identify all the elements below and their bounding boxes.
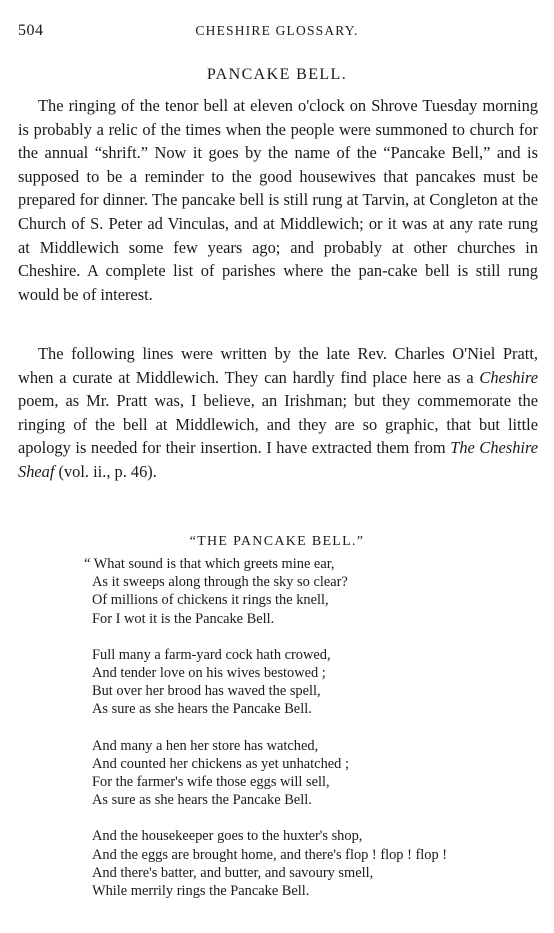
paragraph-2-part-3: (vol. ii., p. 46). <box>54 461 157 481</box>
poem-line: As it sweeps along through the sky so clear? <box>92 574 348 591</box>
poem-stanza-3 <box>92 737 532 810</box>
page-header <box>18 22 536 44</box>
poem-line: And many a hen her store has watched, <box>92 737 319 754</box>
poem-line: And there's batter, and butter, and savoury smell, <box>92 864 374 881</box>
poem-line: While merrily rings the Pancake Bell. <box>92 883 310 900</box>
poem <box>84 555 532 918</box>
poem-stanza-2 <box>92 646 532 719</box>
running-head: CHESHIRE GLOSSARY. <box>195 23 359 38</box>
paragraph-2 <box>18 342 538 484</box>
paragraph-1: The ringing of the tenor bell at eleven o'clock on Shrove Tuesday morning is probably a relic of the times when the people were summoned to church for the annual “shrift.” Now it goes by the name of the “Pancake Bell,” and is supposed to be a reminder to the good housewives that pancakes must be prepared for dinner. The pancake bell is still rung at Tarvin, at Congleton at the Church of S. Peter ad Vinculas, and at Middlewich; or it was at any rate rung at Middlewich some few years ago; and probably at other churches in Cheshire. A complete list of parishes where the pan-cake bell is still rung would be of interest. <box>18 96 538 304</box>
poem-line: But over her brood has waved the spell, <box>92 683 321 700</box>
paragraph-2-part-2: poem, as Mr. Pratt was, I believe, an Irishman; but they commemorate the ringing of the bell at Middlewich, and they are so graphic, that but little apology is needed for their insertion. I have extracted them from <box>18 391 538 458</box>
page-number: 504 <box>18 22 44 39</box>
poem-line: For I wot it is the Pancake Bell. <box>92 610 275 627</box>
poem-line: And tender love on his wives bestowed ; <box>92 665 326 682</box>
poem-title: “THE PANCAKE BELL.” <box>189 534 365 549</box>
section-title: PANCAKE BELL. <box>206 66 348 83</box>
poem-line: And the housekeeper goes to the huxter's shop, <box>92 828 363 845</box>
paragraph-2-italic-sheaf: The Cheshire Sheaf <box>18 438 538 481</box>
poem-line: For the farmer's wife those eggs will sell, <box>92 774 330 791</box>
poem-line: And counted her chickens as yet unhatched ; <box>92 755 349 772</box>
poem-line: As sure as she hears the Pancake Bell. <box>92 701 312 718</box>
poem-stanza-1 <box>84 555 532 628</box>
paragraph-2-part-1: The following lines were written by the late Rev. Charles O'Niel Pratt, when a curate at Middlewich. They can hardly find place here as a <box>18 344 538 387</box>
poem-line: As sure as she hears the Pancake Bell. <box>92 792 312 809</box>
poem-line: Full many a farm-yard cock hath crowed, <box>92 646 331 663</box>
poem-line: “ What sound is that which greets mine ear, <box>84 556 335 572</box>
paragraph-2-italic-cheshire: Cheshire <box>479 367 538 387</box>
poem-line: And the eggs are brought home, and there's flop ! flop ! flop ! <box>92 846 448 863</box>
poem-line: Of millions of chickens it rings the knell, <box>92 592 329 609</box>
poem-stanza-4 <box>92 827 532 900</box>
